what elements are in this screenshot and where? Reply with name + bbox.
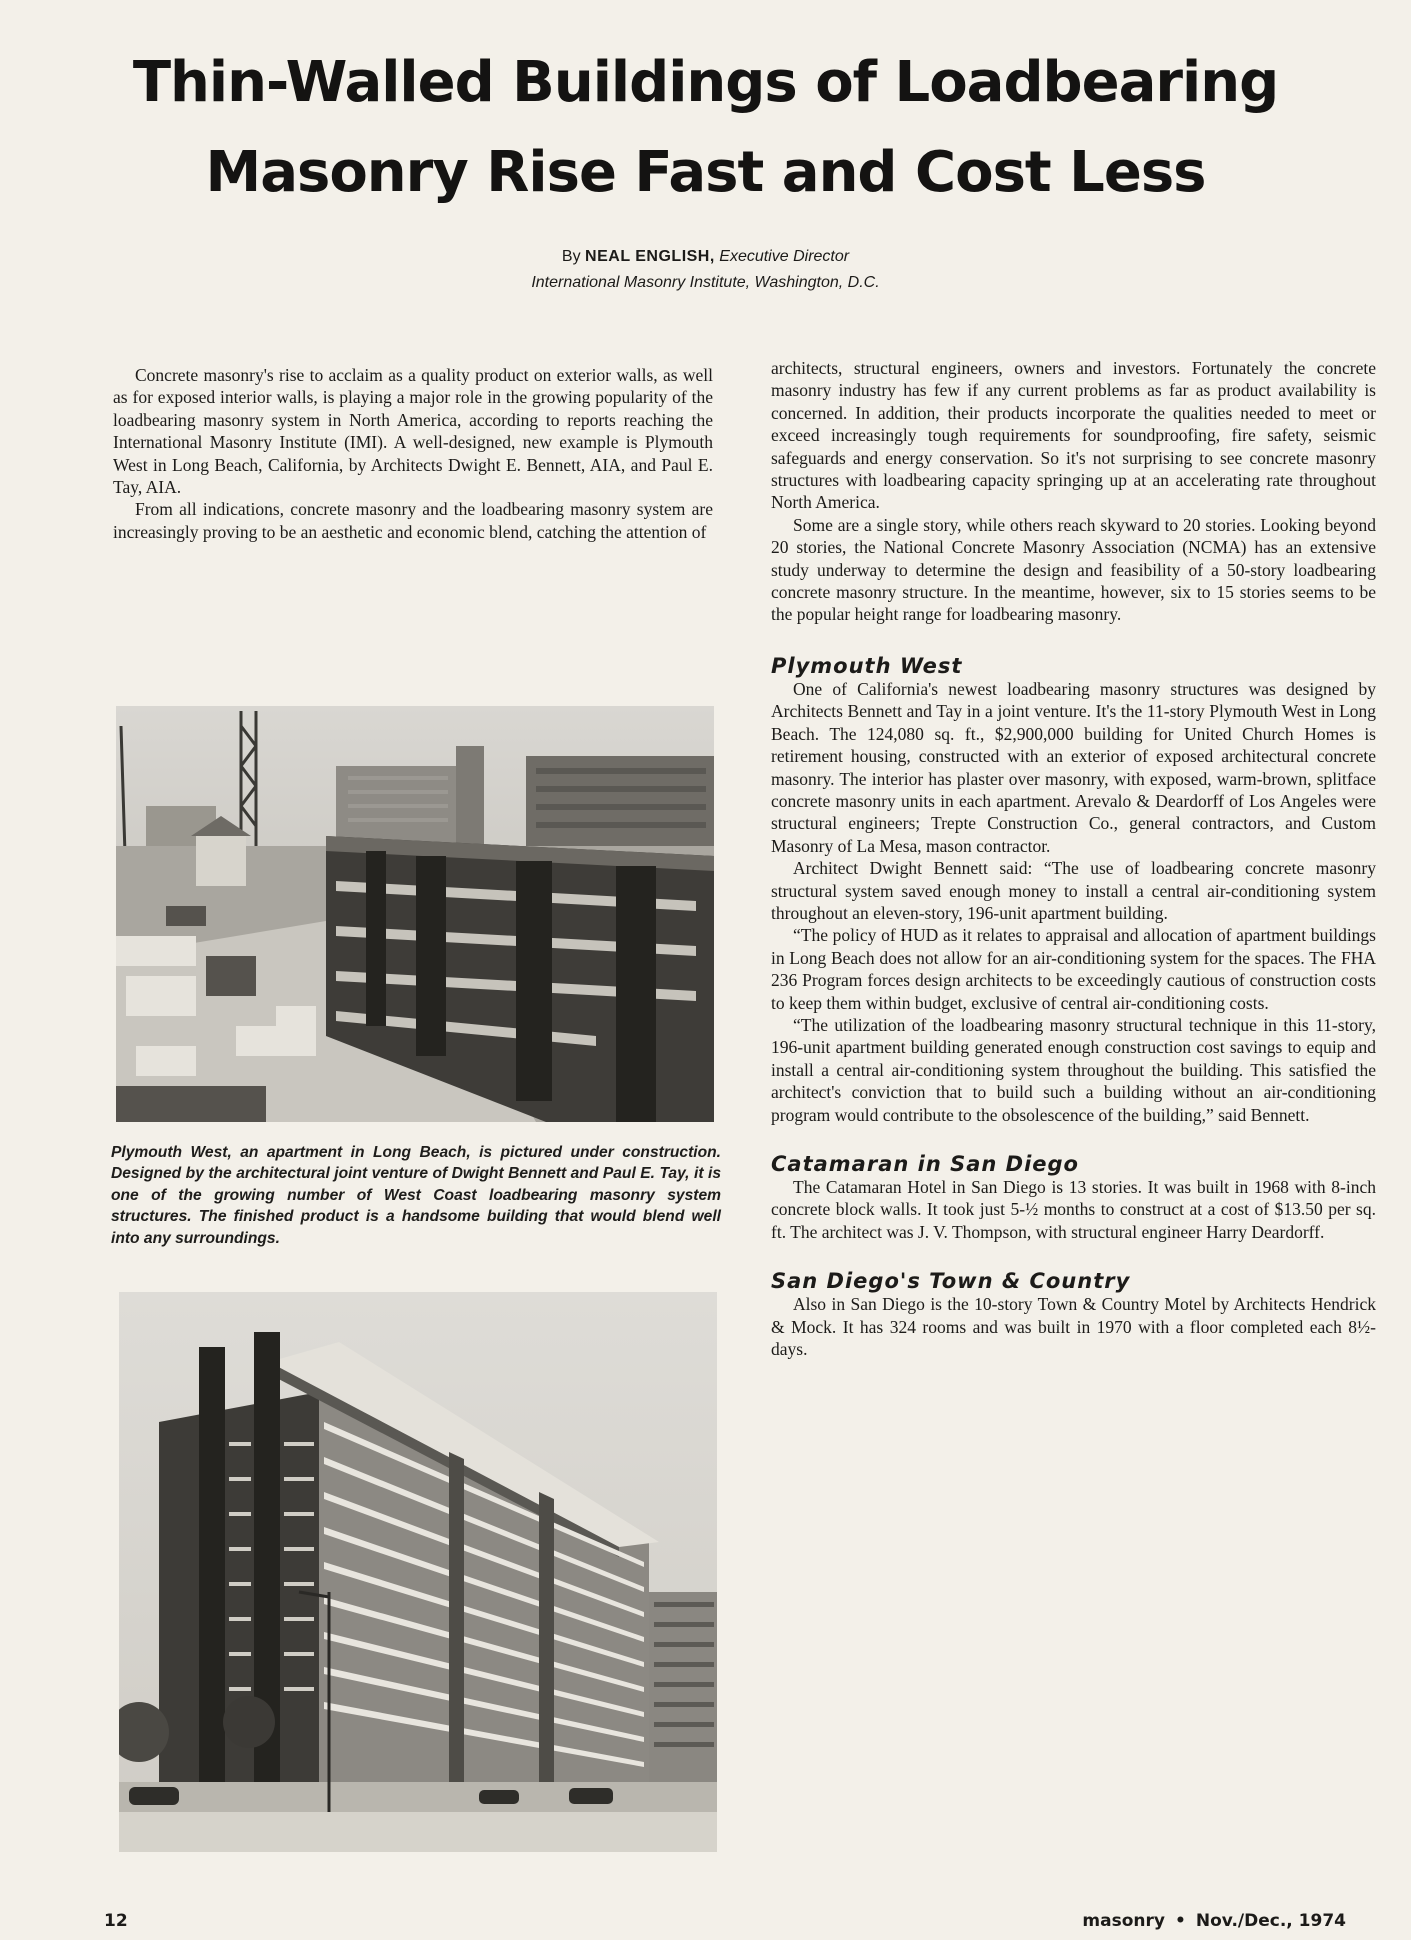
right-paragraph-1: architects, structural engineers, owners and investors. Fortunately the concrete masonry industry has few if any current problems as far as product availability is concerned. In addition, their products incorporate the qualities needed to meet or exceed increasingly tough requirements for soundproofing, fire safety, seismic safeguards and energy conservation. So it's not surprising to see concrete masonry structures with loadbearing capacity springing up at an accelerating rate throughout North America. — [771, 358, 1376, 513]
publication-name: masonry — [1082, 1911, 1165, 1931]
photo-finished-building — [119, 1292, 717, 1852]
left-paragraph-1: Concrete masonry's rise to acclaim as a quality product on exterior walls, as well as for exposed interior walls, is playing a major role in the growing popularity of the loadbearing masonry system in North America, according to reports reaching the International Masonry Institute (IMI). A well-designed, new example is Plymouth West in Long Beach, California, by Architects Dwight E. Bennett, AIA, and Paul E. Tay, AIA. — [113, 365, 713, 498]
right-paragraph-8: Also in San Diego is the 10-story Town & Country Motel by Architects Hendrick & Mock. It has 324 rooms and was built in 1970 with a floor completed each 8½-days. — [771, 1294, 1376, 1360]
issue-date: Nov./Dec., 1974 — [1195, 1911, 1346, 1931]
bullet-separator: • — [1174, 1911, 1186, 1931]
right-paragraph-3: One of California's newest loadbearing masonry structures was designed by Architects Bennett and Tay in a joint venture. It's the 11-story Plymouth West in Long Beach. The 124,080 sq. ft., $2,900,000 building for United Church Homes is retirement housing, constructed with an exterior of exposed architectural concrete masonry. The interior has plaster over masonry, with exposed, warm-brown, splitface concrete masonry units in each apartment. Arevalo & Deardorff of Los Angeles were structural engineers; Trepte Construction Co., general contractors, and Custom Masonry of La Mesa, mason contractor. — [771, 678, 1376, 856]
photo-construction-caption: Plymouth West, an apartment in Long Beach, is pictured under construction. Designed by the architectural joint venture of Dwight Bennett and Paul E. Tay, it is one of the growing number of West Coast loadbearing masonry system structures. The finished product is a handsome building that would blend well into any surroundings. — [111, 1144, 721, 1247]
running-footer — [1082, 1911, 1346, 1931]
author-role: Executive Director — [719, 248, 850, 265]
left-paragraph-2: From all indications, concrete masonry and the loadbearing masonry system are increasingly proving to be an aesthetic and economic blend, catching the attention of — [113, 499, 713, 542]
subhead-plymouth-west: Plymouth West — [771, 653, 963, 678]
right-paragraph-4: Architect Dwight Bennett said: “The use of loadbearing concrete masonry structural system saved enough money to install a central air-conditioning system throughout an eleven-story, 196-unit apartment building. — [771, 858, 1376, 923]
right-paragraph-2: Some are a single story, while others reach skyward to 20 stories. Looking beyond 20 stories, the National Concrete Masonry Association (NCMA) has an extensive study underway to determine the design and feasibility of a 50-story loadbearing concrete masonry structure. In the meantime, however, six to 15 stories seems to be the popular height range for loadbearing masonry. — [771, 514, 1376, 625]
subhead-town-country: San Diego's Town & Country — [771, 1269, 1131, 1294]
article-title-line-2: Masonry Rise Fast and Cost Less — [205, 140, 1206, 205]
page-number: 12 — [104, 1911, 128, 1931]
right-paragraph-7: The Catamaran Hotel in San Diego is 13 stories. It was built in 1968 with 8-inch concrete block walls. It took just 5-½ months to construct at a cost of $13.50 per sq. ft. The architect was J. V. Thompson, with structural engineer Harry Deardorff. — [771, 1177, 1376, 1242]
right-paragraph-5: “The policy of HUD as it relates to appraisal and allocation of apartment buildings in Long Beach does not allow for an air-conditioning system for the spaces. The FHA 236 Program forces design architects to be exceedingly cautious of construction costs to keep them within budget, exclusive of central air-conditioning costs. — [771, 925, 1376, 1013]
right-paragraph-6: “The utilization of the loadbearing masonry structural technique in this 11-story, 196-unit apartment building generated enough construction cost savings to equip and install a central air-conditioning system throughout the building. This satisfied the architect's conviction that to build such a building without an air-conditioning program would contribute to the obsolescence of the building,” said Bennett. — [771, 1014, 1376, 1125]
article-title-line-1: Thin-Walled Buildings of Loadbearing — [132, 50, 1279, 115]
left-column — [113, 364, 713, 543]
author-name: NEAL ENGLISH, — [585, 248, 715, 265]
byline-prefix: By — [561, 248, 581, 265]
subhead-catamaran: Catamaran in San Diego — [771, 1152, 1079, 1176]
right-column — [771, 357, 1376, 1360]
photo-construction-site — [116, 706, 714, 1122]
author-organization: International Masonry Institute, Washington, D.C. — [531, 274, 880, 291]
byline — [0, 248, 1411, 266]
